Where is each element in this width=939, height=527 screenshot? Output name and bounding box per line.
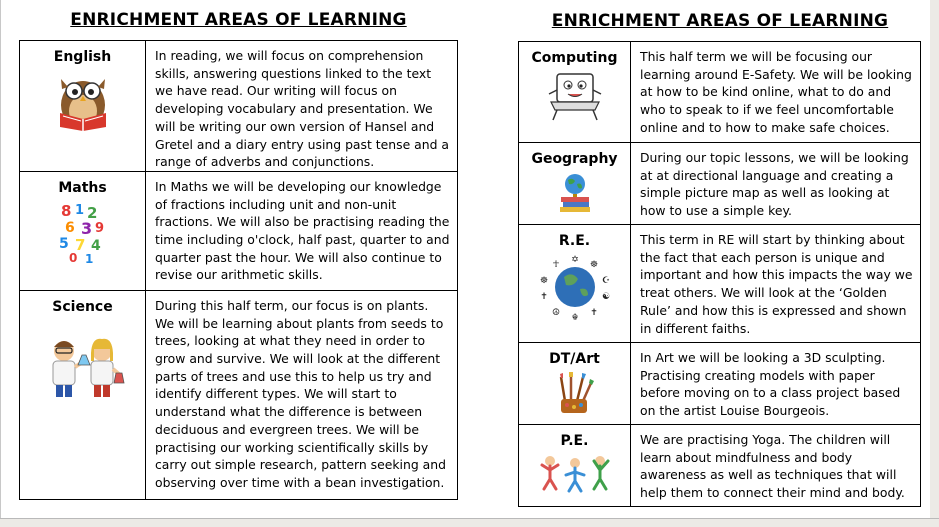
description-cell	[146, 41, 458, 172]
svg-text:8: 8	[60, 201, 71, 220]
right-subject-table	[518, 41, 921, 507]
subject-name: Maths	[58, 179, 107, 196]
svg-text:☪: ☪	[601, 276, 610, 286]
description-cell	[631, 425, 921, 507]
subject-cell	[519, 42, 631, 143]
owl-reading-book-icon	[48, 69, 118, 133]
svg-text:☬: ☬	[571, 313, 578, 321]
subject-cell	[519, 343, 631, 425]
description-text: During this half term, our focus is on plants. We will be learning about plants from seeds to trees, looking at what they need in order to grow and survive. We will look at the different parts of trees and use this to help us try and identify different types. We will start to understand what the difference is between deciduous and evergreen trees. We will be practising our working scientifically skills by carry out simple research, pattern seeking and observing over time with a bean investigation.	[155, 297, 446, 490]
svg-text:✡: ✡	[570, 255, 579, 265]
svg-text:0: 0	[68, 250, 77, 264]
svg-text:✝: ✝	[539, 292, 548, 302]
subject-cell	[519, 425, 631, 507]
child-scientists-icon	[40, 333, 126, 403]
description-text: During our topic lessons, we will be looking at at directional language and creating a simple picture map as well as looking at how to use a simple key.	[640, 150, 909, 219]
world-religions-globe-icon	[534, 253, 616, 321]
subject-name: R.E.	[558, 233, 591, 249]
description-cell	[146, 171, 458, 290]
svg-text:7: 7	[74, 235, 85, 254]
svg-text:☯: ☯	[601, 292, 610, 302]
description-cell	[146, 290, 458, 499]
svg-text:☮: ☮	[551, 308, 560, 318]
page-edge-bottom	[0, 519, 939, 527]
table-row	[519, 425, 921, 507]
subject-cell	[519, 225, 631, 343]
svg-text:1: 1	[74, 202, 84, 218]
cartoon-laptop-icon	[547, 70, 603, 124]
children-exercising-icon	[538, 453, 612, 495]
globe-on-books-icon	[553, 171, 597, 215]
svg-text:9: 9	[94, 220, 104, 236]
table-row	[519, 143, 921, 225]
subject-cell	[20, 171, 146, 290]
subject-name: DT/Art	[549, 351, 600, 367]
table-row	[519, 343, 921, 425]
svg-text:4: 4	[90, 237, 101, 254]
subject-name: Science	[52, 298, 113, 315]
subject-cell	[519, 143, 631, 225]
svg-text:3: 3	[80, 218, 92, 238]
subject-name: Geography	[531, 151, 618, 167]
description-text: In Maths we will be developing our knowledge of fractions including unit and non-unit fractions. We will also be practising reading the time including o'clock, half past, quarter to and quarter past the hour. We will also continue to revise our arithmetic skills.	[155, 178, 450, 283]
subject-name: Computing	[531, 50, 618, 66]
description-cell	[631, 42, 921, 143]
svg-text:☸: ☸	[589, 260, 598, 270]
table-row	[519, 225, 921, 343]
description-cell	[631, 225, 921, 343]
right-heading: ENRICHMENT AREAS OF LEARNING	[551, 11, 889, 31]
description-text: We are practising Yoga. The children will learn about mindfulness and body awareness as well as techniques that will help them to connect their mind and body.	[640, 432, 905, 501]
table-row	[519, 42, 921, 143]
svg-text:6: 6	[64, 219, 75, 236]
table-row	[20, 171, 458, 290]
paintbrushes-palette-icon	[555, 371, 595, 415]
subject-name: P.E.	[560, 433, 589, 449]
description-text: In Art we will be looking a 3D sculpting. Practising creating models with paper before moving on to a class project based on the artist Louise Bourgeois.	[640, 350, 901, 419]
numbers-icon	[55, 200, 111, 264]
svg-text:5: 5	[58, 235, 69, 252]
subject-cell	[20, 290, 146, 499]
svg-text:☥: ☥	[552, 260, 559, 270]
page-edge-left	[0, 0, 1, 527]
left-subject-table	[19, 40, 458, 500]
subject-cell	[20, 41, 146, 172]
subject-name: English	[53, 49, 112, 65]
description-text: This half term we will be focusing our learning around E-Safety. We will be looking at how to be kind online, what to do and who to speak to if we feel uncomfortable online and to how to make safe choices.	[640, 49, 912, 135]
table-row	[20, 290, 458, 499]
page-edge-right	[930, 0, 939, 527]
svg-text:1: 1	[84, 251, 93, 264]
svg-text:☸: ☸	[539, 276, 548, 286]
left-heading: ENRICHMENT AREAS OF LEARNING	[70, 10, 407, 30]
svg-text:2: 2	[86, 203, 97, 222]
table-row	[20, 41, 458, 172]
description-cell	[631, 143, 921, 225]
description-cell	[631, 343, 921, 425]
description-text: This term in RE will start by thinking about the fact that each person is unique and important and how this impacts the way we treat others. We will look at the ‘Golden Rule’ and how this is expressed and shown in different faiths.	[640, 232, 913, 336]
description-text: In reading, we will focus on comprehension skills, answering questions linked to the text we have read. Our writing will focus on developing vocabulary and presentation. We will be writing our own version of Hansel and Gretel and a diary entry using past tense and a range of adverbs and conjunctions.	[155, 48, 449, 170]
svg-text:✝: ✝	[589, 308, 598, 318]
